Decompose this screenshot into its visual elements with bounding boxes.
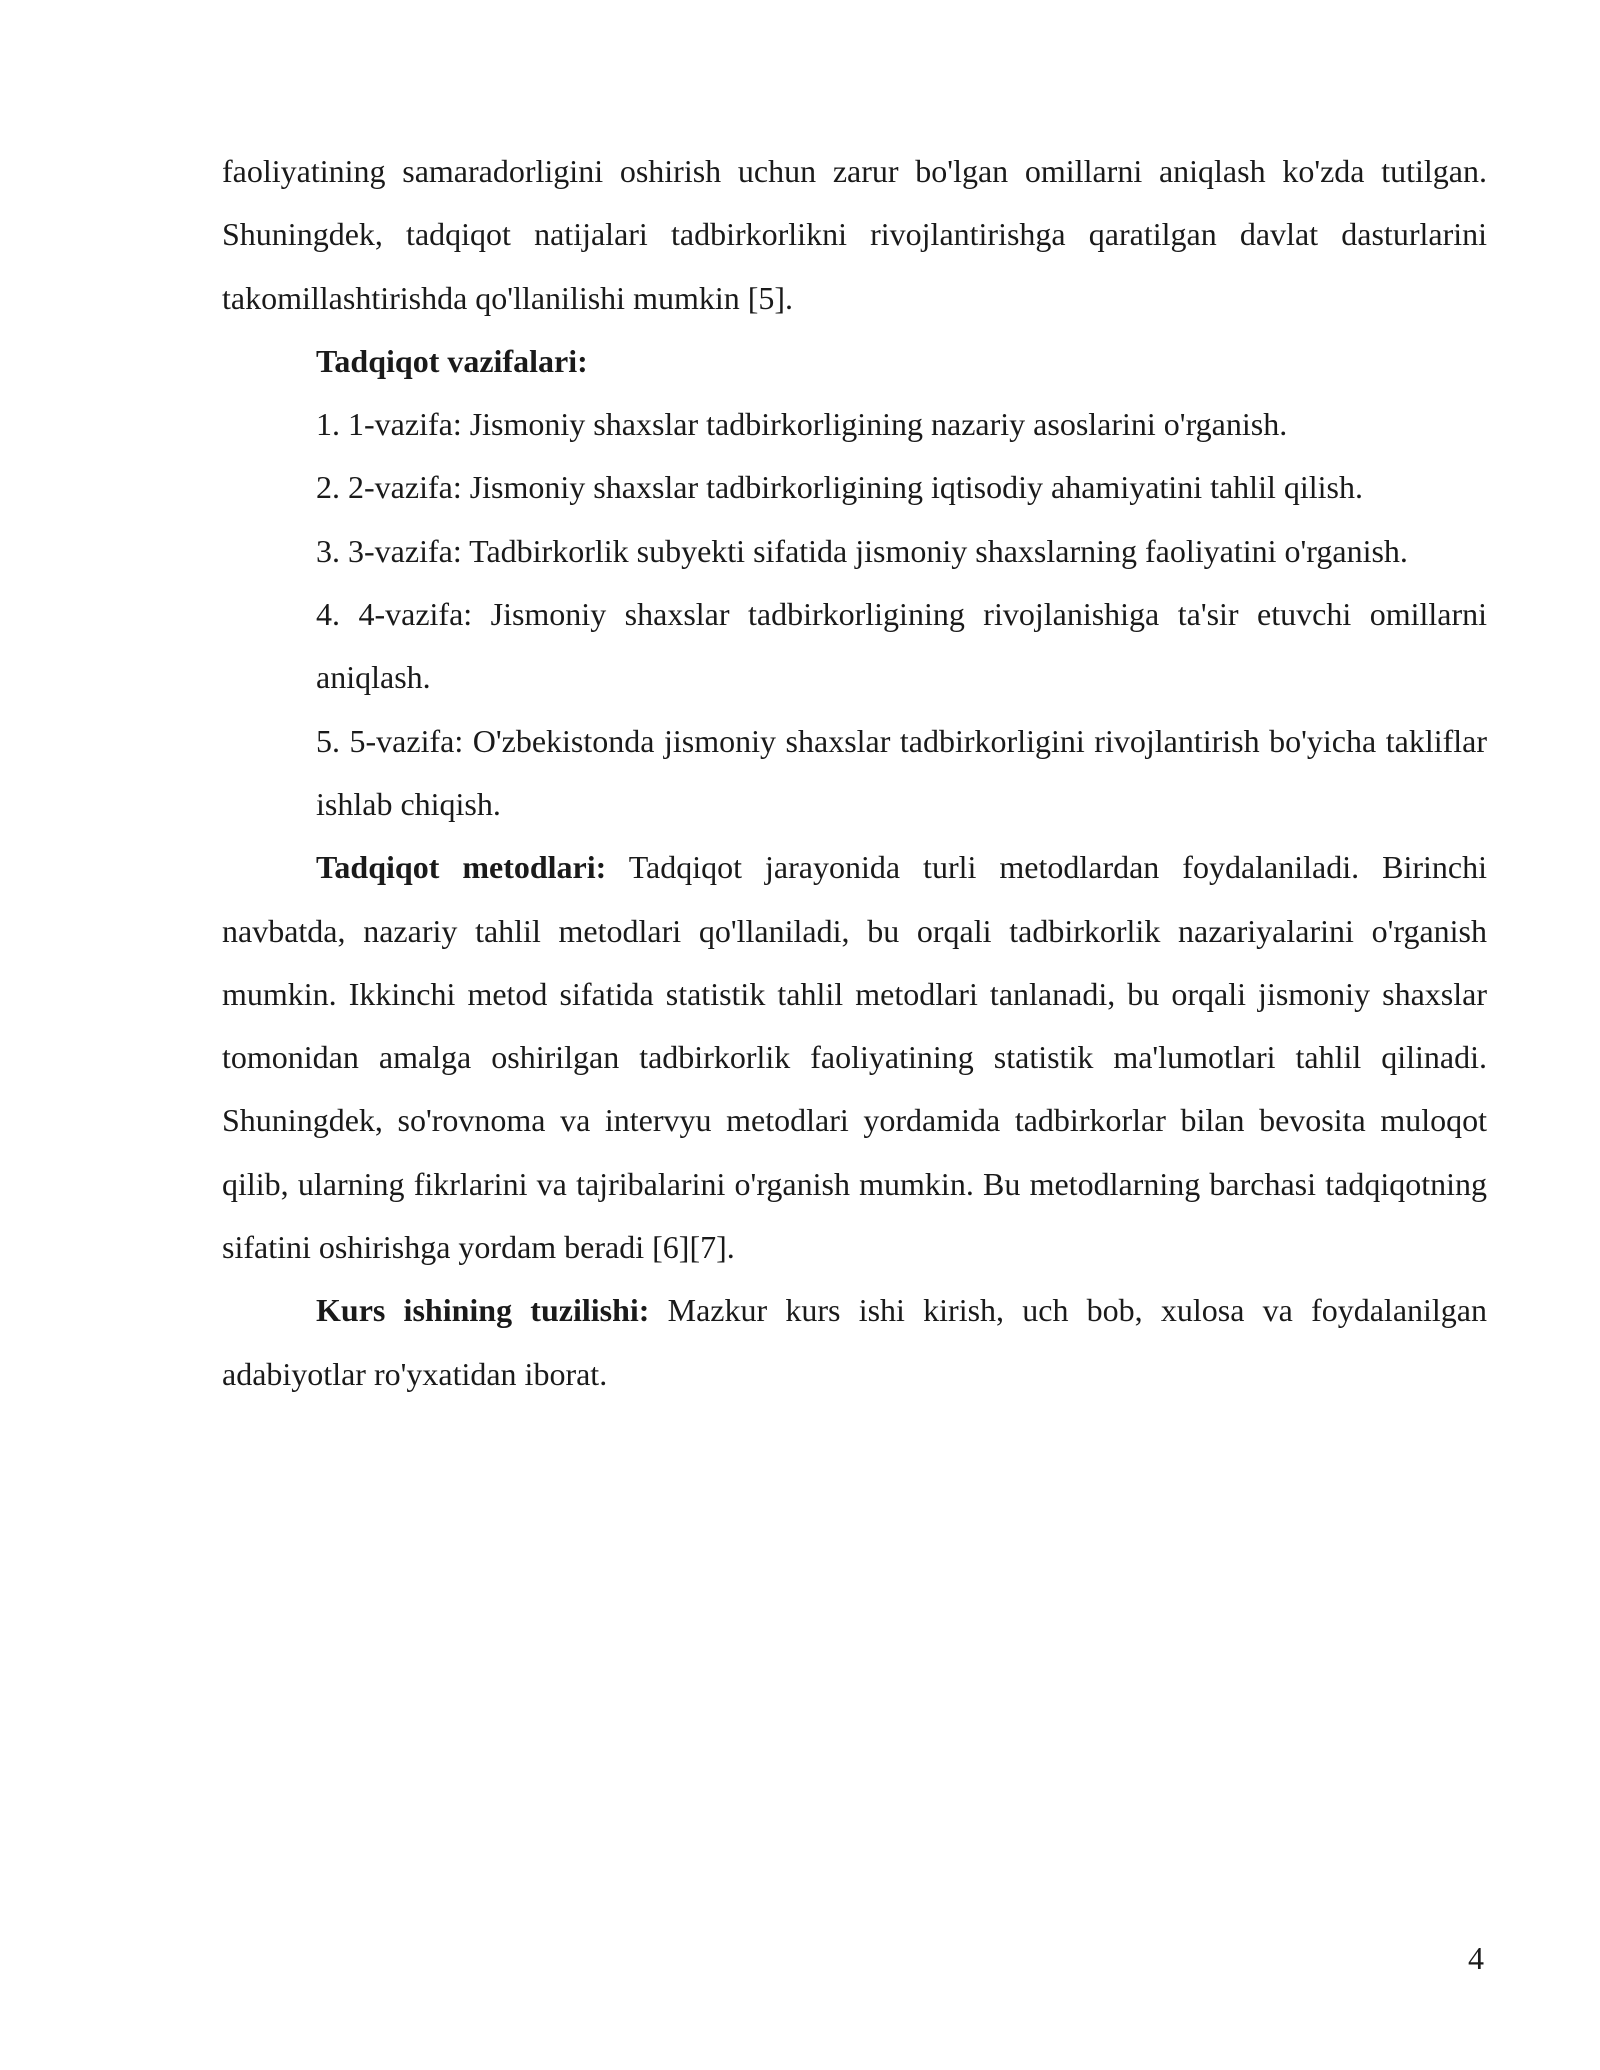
document-body xyxy=(222,140,1487,1406)
structure-text: Mazkur kurs ishi kirish, uch bob, xulosa va foydalanilgan adabiyotlar ro'yxatidan iborat. xyxy=(222,1292,1488,1392)
task-item-5: 5. 5-vazifa: O'zbekistonda jismoniy shaxslar tadbirkorligini rivojlantirish bo'yicha takliflar ishlab chiqish. xyxy=(316,722,1487,822)
methods-heading: Tadqiqot metodlari: xyxy=(316,849,607,886)
task-item-4: 4. 4-vazifa: Jismoniy shaxslar tadbirkorligining rivojlanishiga ta'sir etuvchi omillarni aniqlash. xyxy=(316,596,1487,696)
methods-text: Tadqiqot jarayonida turli metodlardan foydalaniladi. Birinchi navbatda, nazariy tahlil metodlari qo'llaniladi, bu orqali tadbirkorlik nazariyalarini o'rganish mumkin. Ikkinchi metod sifatida statistik tahlil metodlari tanlanadi, bu orqali jismoniy shaxslar tomonidan amalga oshirilgan tadbirkorlik faoliyatining statistik ma'lumotlari tahlil qilinadi. Shuningdek, so'rovnoma va intervyu metodlari yordamida tadbirkorlar bilan bevosita muloqot qilib, ularning fikrlarini va tajribalarini o'rganish mumkin. Bu metodlarning barchasi tadqiqotning sifatini oshirishga yordam beradi [6][7]. xyxy=(222,849,1488,1266)
task-item-2: 2. 2-vazifa: Jismoniy shaxslar tadbirkorligining iqtisodiy ahamiyatini tahlil qilish. xyxy=(316,469,1363,506)
page-number: 4 xyxy=(1468,1940,1484,1976)
task-item-3: 3. 3-vazifa: Tadbirkorlik subyekti sifatida jismoniy shaxslarning faoliyatini o'rganish. xyxy=(316,532,1408,569)
task-item-1: 1. 1-vazifa: Jismoniy shaxslar tadbirkorligining nazariy asoslarini o'rganish. xyxy=(316,406,1288,443)
tasks-heading: Tadqiqot vazifalari: xyxy=(316,342,588,379)
intro-paragraph: faoliyatining samaradorligini oshirish uchun zarur bo'lgan omillarni aniqlash ko'zda tutilgan. Shuningdek, tadqiqot natijalari tadbirkorlikni rivojlantirishga qaratilgan davlat dasturlarini takomillashtirishda qo'llanilishi mumkin [5]. xyxy=(222,153,1487,316)
structure-paragraph xyxy=(222,1279,1487,1406)
methods-paragraph xyxy=(222,836,1487,1279)
structure-heading: Kurs ishining tuzilishi: xyxy=(316,1292,650,1329)
